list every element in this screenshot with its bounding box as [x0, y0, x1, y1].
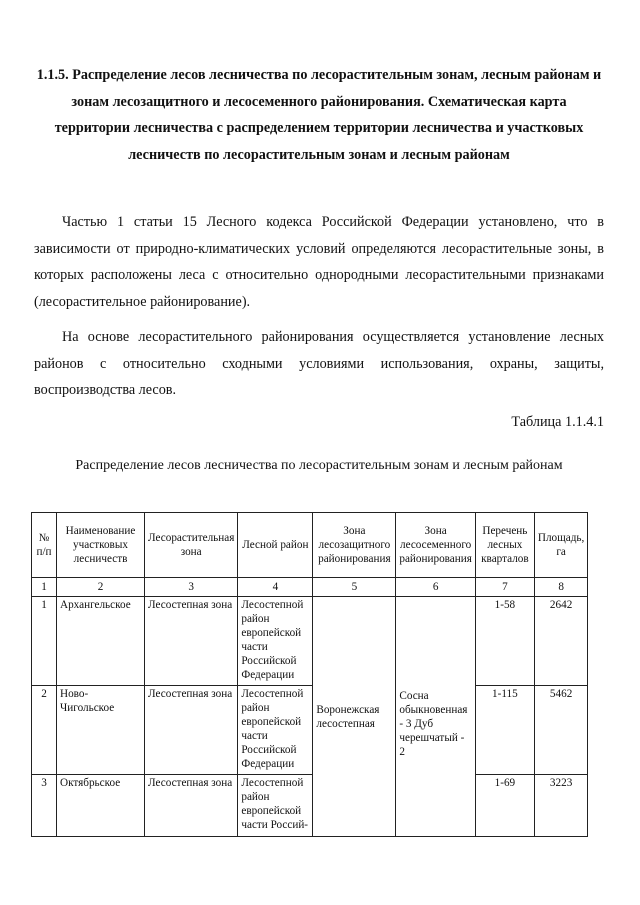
header-area: Площадь, га	[534, 513, 587, 578]
table-row	[32, 775, 588, 837]
row-num: 1	[32, 597, 57, 686]
column-number: 8	[534, 578, 587, 597]
row-district: Лесостепной район европейской части Российской Федерации	[238, 686, 313, 775]
column-number: 5	[313, 578, 396, 597]
row-zone: Лесостепная зона	[145, 775, 238, 837]
paragraph-1: Частью 1 статьи 15 Лесного кодекса Российской Федерации установлено, что в зависимости от природно-климатических условий определяются лесорастительные зоны, в которых расположены леса с относительно однородными лесорастительными признаками (лесорастительное районирование).	[34, 214, 604, 310]
row-quarters: 1-58	[475, 597, 534, 686]
header-protection-zone: Зона лесозащитного районирования	[313, 513, 396, 578]
row-quarters: 1-69	[475, 775, 534, 837]
row-district: Лесостепной район европейской части Россий-	[238, 775, 313, 837]
column-numbers-row	[32, 578, 588, 597]
row-district: Лесостепной район европейской части Российской Федерации	[238, 597, 313, 686]
column-number: 2	[57, 578, 145, 597]
protection-zone-cell: Воронежская лесостепная	[313, 597, 396, 837]
row-area: 3223	[534, 775, 587, 837]
row-name: Октябрьское	[57, 775, 145, 837]
header-name: Наименование участковых лесничеств	[57, 513, 145, 578]
header-district: Лесной район	[238, 513, 313, 578]
row-num: 3	[32, 775, 57, 837]
row-area: 2642	[534, 597, 587, 686]
column-number: 7	[475, 578, 534, 597]
header-num: № п/п	[32, 513, 57, 578]
row-quarters: 1-115	[475, 686, 534, 775]
row-zone: Лесостепная зона	[145, 686, 238, 775]
row-num: 2	[32, 686, 57, 775]
header-quarters: Перечень лесных кварталов	[475, 513, 534, 578]
row-zone: Лесостепная зона	[145, 597, 238, 686]
table-header-row	[32, 513, 588, 578]
row-name: Ново-Чигольское	[57, 686, 145, 775]
column-number: 6	[396, 578, 476, 597]
table-label: Таблица 1.1.4.1	[511, 414, 604, 430]
header-seed-zone: Зона лесосеменного районирования	[396, 513, 476, 578]
section-heading: 1.1.5. Распределение лесов лесничества по лесорастительным зонам, лесным районам и зонам лесозащитного и лесосеменного районирования. Схематическая карта территории лесничества с распределением территории лесничества и участковых лесничеств по лесорастительным зонам и лесным районам	[36, 67, 602, 163]
column-number: 4	[238, 578, 313, 597]
table-row	[32, 686, 588, 775]
table-caption: Распределение лесов лесничества по лесорастительным зонам и лесным районам	[75, 458, 563, 473]
seed-zone-cell: Сосна обыкновенная - 3 Дуб черешчатый - 2	[396, 597, 476, 837]
forest-distribution-table	[31, 512, 588, 837]
row-area: 5462	[534, 686, 587, 775]
paragraph-2: На основе лесорастительного районирования осуществляется установление лесных районов с относительно сходными условиями использования, охраны, защиты, воспроизводства лесов.	[34, 329, 604, 398]
row-name: Архангельское	[57, 597, 145, 686]
header-zone: Лесорастительная зона	[145, 513, 238, 578]
column-number: 1	[32, 578, 57, 597]
table-row	[32, 597, 588, 686]
column-number: 3	[145, 578, 238, 597]
